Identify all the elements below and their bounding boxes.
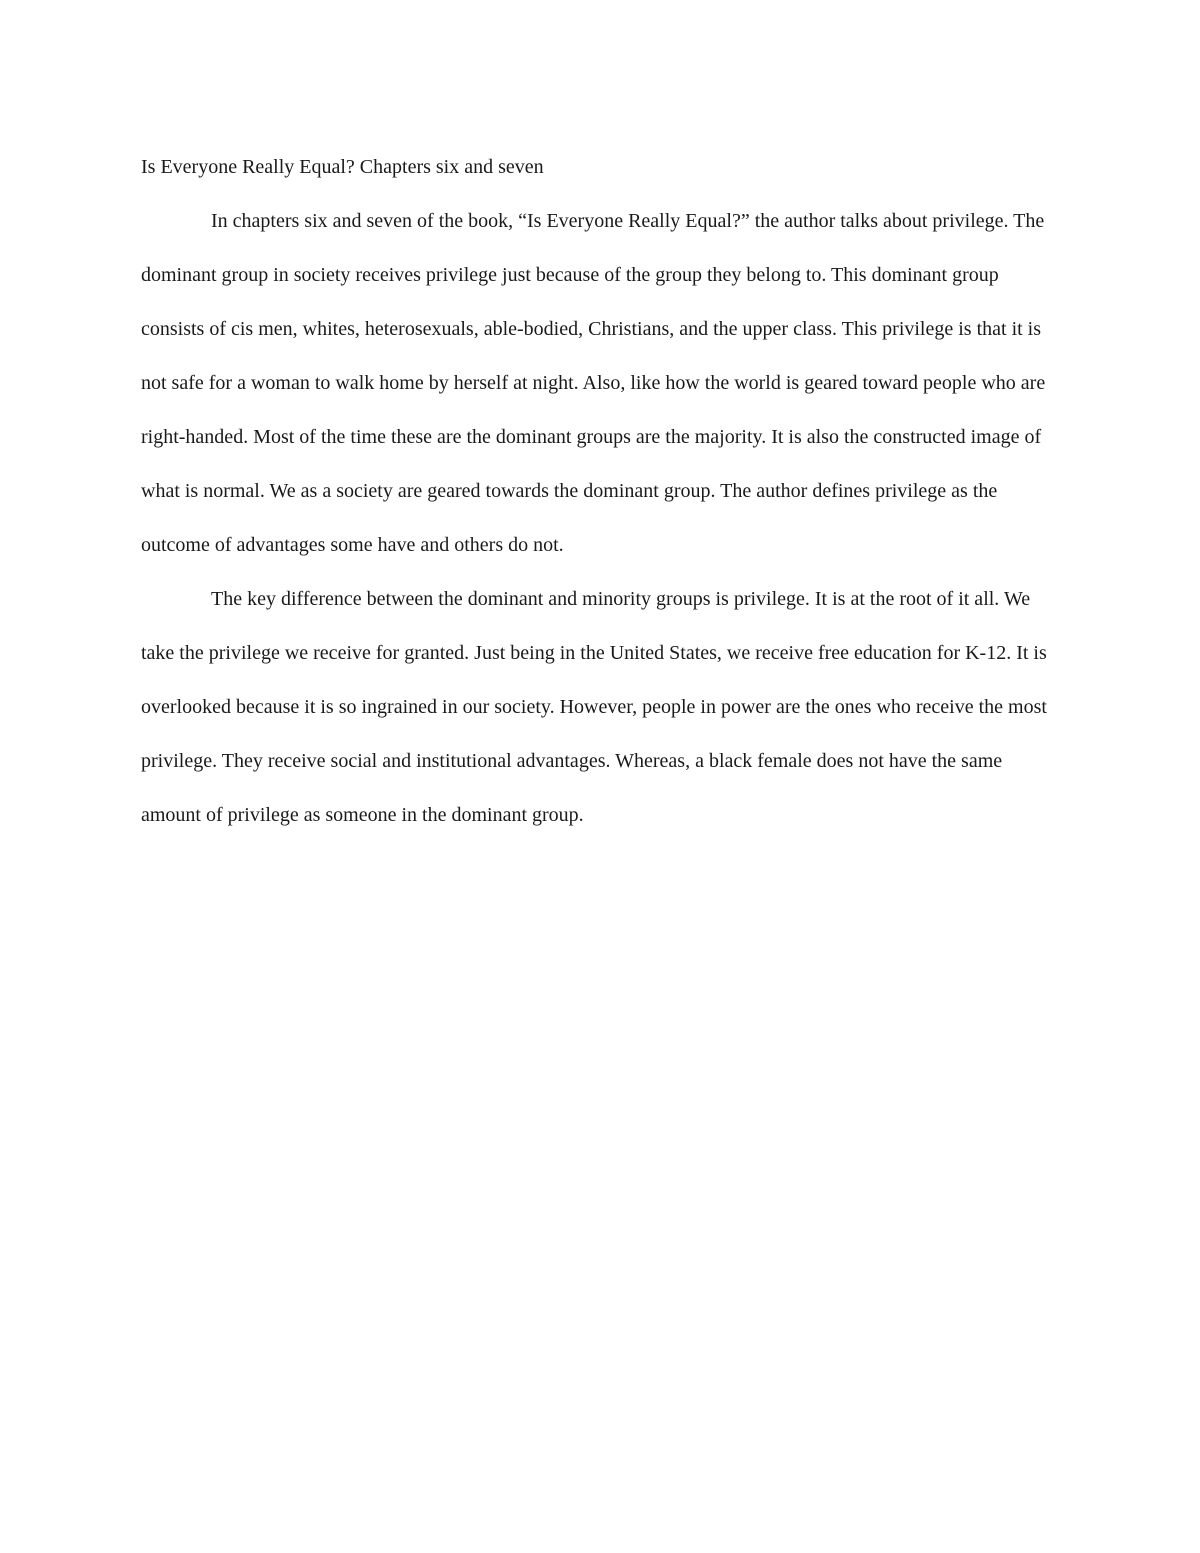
body-paragraph-1: In chapters six and seven of the book, “Is Everyone Really Equal?” the author talks about privilege. The dominant group in society receives privilege just because of the group they belong to. This dominant group consists of cis men, whites, heterosexuals, able-bodied, Christians, and the upper class. This privilege is that it is not safe for a woman to walk home by herself at night. Also, like how the world is geared toward people who are right-handed. Most of the time these are the dominant groups are the majority. It is also the constructed image of what is normal. We as a society are geared towards the dominant group. The author defines privilege as the outcome of advantages some have and others do not. — [141, 210, 1046, 556]
body-paragraph-2: The key difference between the dominant and minority groups is privilege. It is at the root of it all. We take the privilege we receive for granted. Just being in the United States, we receive free education for K-12. It is overlooked because it is so ingrained in our society. However, people in power are the ones who receive the most privilege. They receive social and institutional advantages. Whereas, a black female does not have the same amount of privilege as someone in the dominant group. — [141, 588, 1047, 826]
document-body — [141, 140, 1061, 842]
document-title: Is Everyone Really Equal? Chapters six and seven — [141, 156, 544, 178]
